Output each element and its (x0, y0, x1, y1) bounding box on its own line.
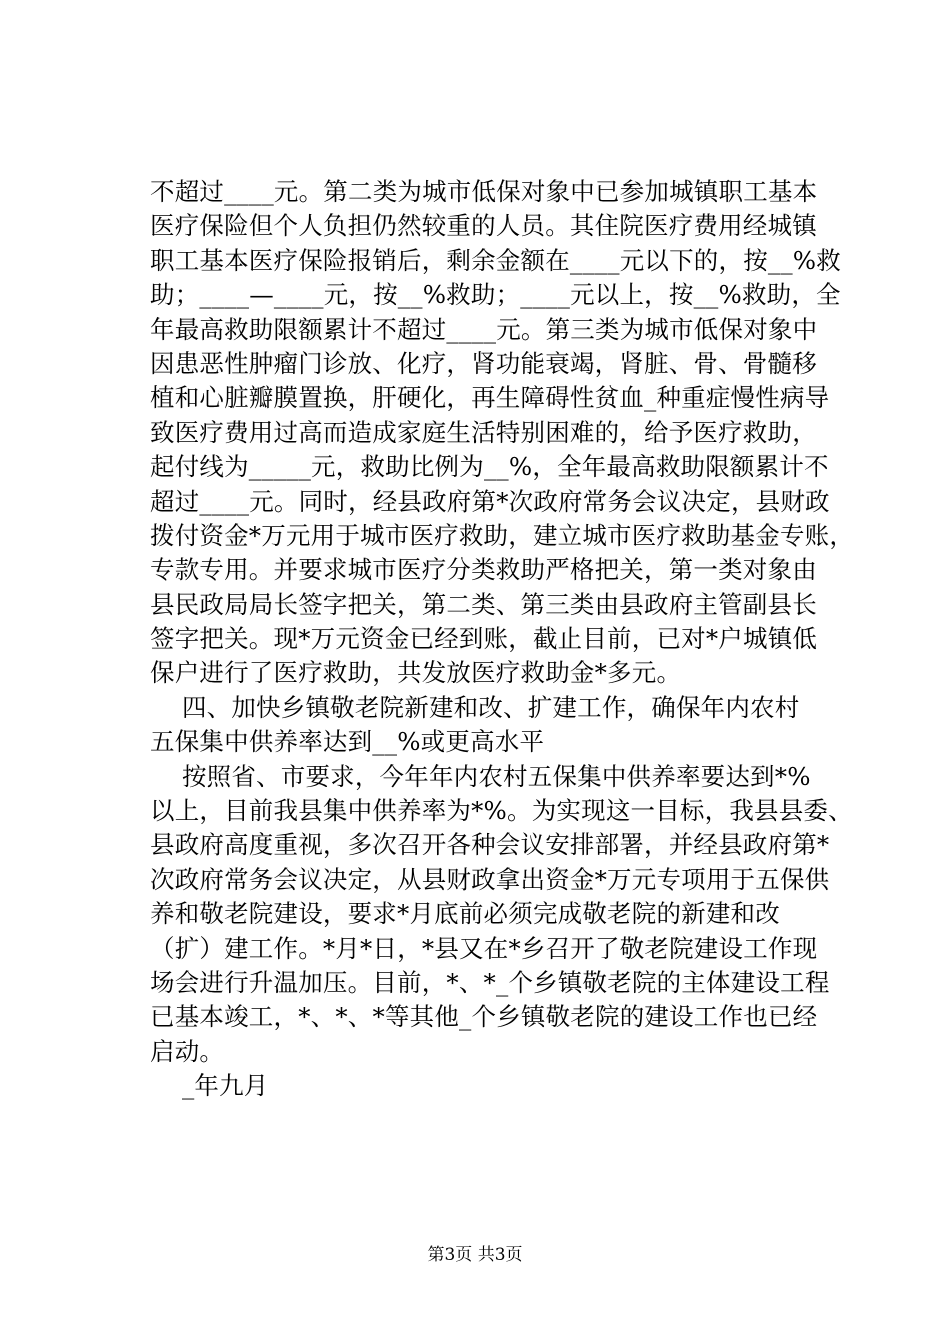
page-footer (0, 1244, 950, 1266)
date-line: _年九月 (150, 1071, 269, 1101)
text-line: 县民政局局长签字把关，第二类、第三类由县政府主管副县长 (150, 589, 817, 619)
text-line: 助；____—____元，按__%救助；____元以上，按__%救助，全 (150, 280, 841, 310)
text-line: 专款专用。并要求城市医疗分类救助严格把关，第一类对象由 (150, 555, 817, 585)
text-line: 医疗保险但个人负担仍然较重的人员。其住院医疗费用经城镇 (150, 211, 817, 241)
text-line: 年最高救助限额累计不超过____元。第三类为城市低保对象中 (150, 314, 818, 344)
text-line: 按照省、市要求，今年年内农村五保集中供养率要达到*% (150, 761, 811, 791)
document-body (150, 175, 855, 1104)
text-line: 超过____元。同时，经县政府第*次政府常务会议决定，县财政 (150, 486, 830, 516)
section-heading-line: 五保集中供养率达到__%或更高水平 (150, 727, 545, 757)
text-line: 县政府高度重视，多次召开各种会议安排部署，并经县政府第* (150, 830, 830, 860)
text-line: 签字把关。现*万元资金已经到账，截止目前，已对*户城镇低 (150, 624, 818, 654)
text-line: 保户进行了医疗救助，共发放医疗救助金*多元。 (150, 658, 682, 688)
text-line: 不超过____元。第二类为城市低保对象中已参加城镇职工基本 (150, 177, 818, 206)
text-line: 起付线为_____元，救助比例为__%，全年最高救助限额累计不 (150, 452, 829, 482)
text-line: 次政府常务会议决定，从县财政拿出资金*万元专项用于五保供 (150, 864, 830, 894)
text-line: 场会进行升温加压。目前，*、*_个乡镇敬老院的主体建设工程 (150, 967, 830, 997)
text-line: 拨付资金*万元用于城市医疗救助，建立城市医疗救助基金专账， (150, 520, 855, 550)
text-line: 已基本竣工，*、*、*等其他_个乡镇敬老院的建设工作也已经 (150, 1002, 818, 1032)
text-line: 因患恶性肿瘤门诊放、化疗，肾功能衰竭，肾脏、骨、骨髓移 (150, 348, 817, 378)
text-line: 职工基本医疗保险报销后，剩余金额在____元以下的，按__%救 (150, 245, 841, 275)
text-line: 致医疗费用过高而造成家庭生活特别困难的，给予医疗救助， (150, 417, 817, 447)
text-line: （扩）建工作。*月*日，*县又在*乡召开了敬老院建设工作现 (150, 933, 818, 963)
text-line: 以上，目前我县集中供养率为*%。为实现这一目标，我县县委、 (150, 796, 853, 826)
section-heading-line: 四、加快乡镇敬老院新建和改、扩建工作，确保年内农村 (150, 692, 800, 722)
text-line: 启动。 (150, 1036, 225, 1066)
page-number-label: 第3页 共3页 (427, 1245, 523, 1265)
text-line: 植和心脏瓣膜置换，肝硬化，再生障碍性贫血_种重症慢性病导 (150, 383, 830, 413)
text-line: 养和敬老院建设，要求*月底前必须完成敬老院的新建和改 (150, 899, 780, 929)
